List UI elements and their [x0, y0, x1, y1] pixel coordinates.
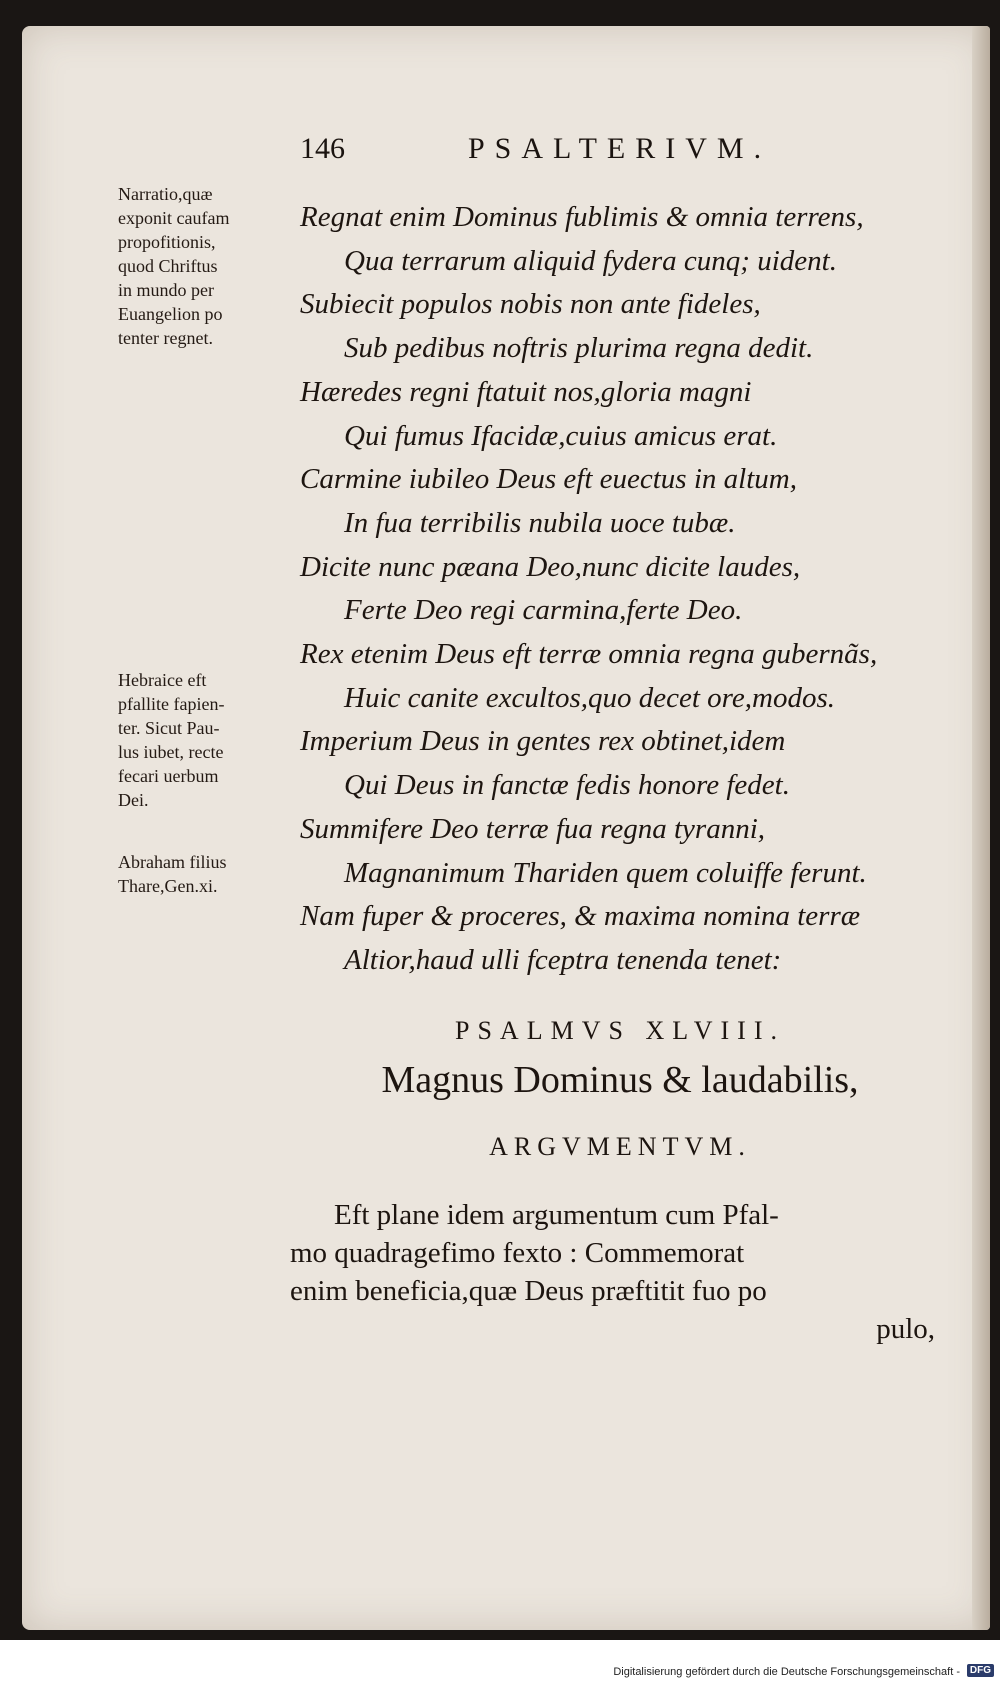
argument-line: Eft plane idem argumentum cum Pfal-: [334, 1199, 779, 1231]
verse-line: Rex etenim Deus eft terræ omnia regna gubernãs,: [300, 638, 878, 671]
verse-line: Qua terrarum aliquid fydera cunq; uident.: [344, 244, 837, 277]
psalm-heading: PSALMVS XLVIII.: [455, 1016, 785, 1045]
verse-line: Magnanimum Thariden quem coluiffe ferunt.: [344, 856, 867, 889]
margin-note-line: exponit caufam: [118, 208, 230, 228]
margin-note-line: Narratio,quæ: [118, 184, 213, 204]
verse-line: Sub pedibus noftris plurima regna dedit.: [344, 332, 814, 365]
verse-line: Carmine iubileo Deus eft euectus in altum,: [300, 463, 797, 496]
margin-note-line: lus iubet, recte: [118, 742, 224, 762]
verse-block: [300, 196, 940, 983]
margin-note-abraham: [118, 850, 288, 898]
verse-line: Altior,haud ulli fceptra tenenda tenet:: [344, 943, 782, 976]
running-title: PSALTERIVM.: [468, 132, 772, 165]
verse-line: Huic canite excultos,quo decet ore,modos.: [344, 681, 835, 714]
margin-note-line: Abraham filius: [118, 852, 227, 872]
margin-note-line: Hebraice eft: [118, 670, 207, 690]
verse-line: In fua terribilis nubila uoce tubæ.: [344, 506, 736, 539]
margin-note-hebraice: [118, 668, 288, 812]
page-number: 146: [300, 132, 345, 165]
margin-note-line: Dei.: [118, 790, 149, 810]
verse-line: Subiecit populos nobis non ante fideles,: [300, 288, 761, 321]
argument-line: enim beneficia,quæ Deus præftitit fuo po: [290, 1275, 767, 1307]
margin-note-line: quod Chriftus: [118, 256, 218, 276]
verse-line: Nam fuper & proceres, & maxima nomina terræ: [300, 900, 861, 933]
verse-line: Dicite nunc pæana Deo,nunc dicite laudes,: [300, 550, 801, 583]
verse-line: Qui fumus Ifacidæ,cuius amicus erat.: [344, 419, 778, 452]
argument-line: mo quadragefimo fexto : Commemorat: [290, 1237, 745, 1269]
margin-note-line: Euangelion po: [118, 304, 223, 324]
verse-line: Qui Deus in fanctæ fedis honore fedet.: [344, 769, 790, 802]
argument-text: [290, 1196, 935, 1348]
dfg-logo: DFG: [967, 1664, 994, 1677]
digitization-credit: Digitalisierung gefördert durch die Deutsche Forschungsgemeinschaft -: [613, 1666, 960, 1678]
margin-note-line: in mundo per: [118, 280, 214, 300]
argument-heading: ARGVMENTVM.: [489, 1132, 751, 1161]
psalm-title: Magnus Dominus & laudabilis,: [381, 1059, 859, 1101]
margin-note-line: Thare,Gen.xi.: [118, 876, 218, 896]
margin-note-line: ter. Sicut Pau-: [118, 718, 220, 738]
verse-line: Imperium Deus in gentes rex obtinet,idem: [300, 725, 786, 758]
margin-note-line: pfallite fapien-: [118, 694, 225, 714]
argument-line: pulo,: [876, 1313, 935, 1345]
verse-line: Ferte Deo regi carmina,ferte Deo.: [344, 594, 743, 627]
verse-line: Summifere Deo terræ fua regna tyranni,: [300, 812, 766, 845]
margin-note-line: tenter regnet.: [118, 328, 213, 348]
verse-line: Regnat enim Dominus fublimis & omnia terrens,: [300, 201, 864, 233]
margin-note-line: fecari uerbum: [118, 766, 219, 786]
page-edge: [972, 26, 990, 1630]
margin-note-line: propofitionis,: [118, 232, 216, 252]
margin-note-narratio: [118, 182, 288, 350]
verse-line: Hæredes regni ftatuit nos,gloria magni: [300, 375, 752, 408]
